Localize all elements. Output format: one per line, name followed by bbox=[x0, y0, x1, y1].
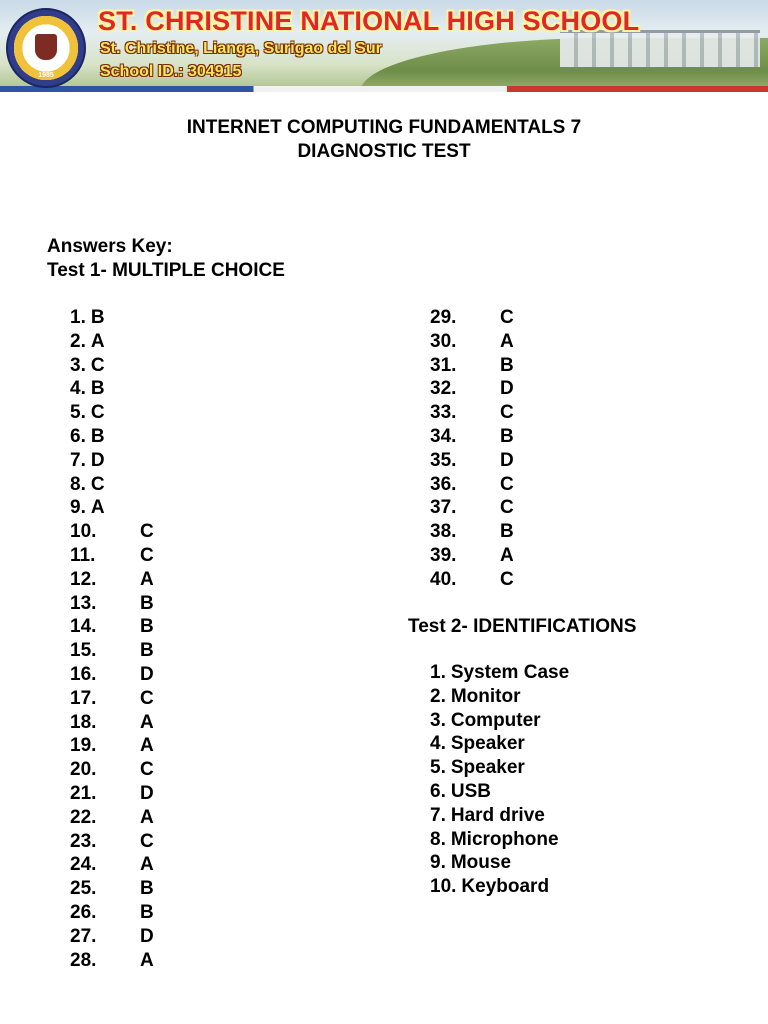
answer-number: 8. bbox=[430, 828, 446, 850]
answer-value: C bbox=[500, 473, 514, 495]
answer-item bbox=[70, 355, 370, 379]
answer-number: 11. bbox=[70, 544, 96, 566]
answer-item bbox=[70, 640, 370, 664]
answer-value: B bbox=[500, 354, 514, 376]
answer-item bbox=[70, 426, 370, 450]
answer-item bbox=[70, 950, 370, 974]
answer-item bbox=[430, 355, 730, 379]
answer-value: D bbox=[500, 449, 514, 471]
answer-value: A bbox=[140, 949, 154, 971]
answer-number: 26. bbox=[70, 901, 97, 923]
answer-item bbox=[430, 450, 730, 474]
answer-value: Monitor bbox=[450, 685, 521, 707]
answer-item bbox=[430, 378, 730, 402]
seal-emblem bbox=[35, 34, 57, 60]
answer-item bbox=[430, 497, 730, 521]
answer-number: 6. bbox=[70, 425, 86, 447]
answer-number: 21. bbox=[70, 782, 97, 804]
answer-number: 19. bbox=[70, 735, 97, 757]
answer-item bbox=[70, 902, 370, 926]
answer-number: 17. bbox=[70, 687, 97, 709]
answer-value: B bbox=[500, 425, 514, 447]
answer-item bbox=[430, 876, 730, 900]
answer-number: 10. bbox=[70, 521, 97, 543]
answer-value: D bbox=[90, 449, 105, 471]
answer-item bbox=[70, 854, 370, 878]
answer-value: Speaker bbox=[450, 733, 525, 755]
answer-number: 6. bbox=[430, 780, 446, 802]
answer-item bbox=[70, 593, 370, 617]
answer-number: 39. bbox=[430, 544, 457, 566]
answer-value: C bbox=[140, 687, 154, 709]
test2-heading: Test 2- IDENTIFICATIONS bbox=[408, 616, 637, 637]
answer-number: 33. bbox=[430, 402, 457, 424]
answer-item bbox=[70, 759, 370, 783]
answer-value: C bbox=[90, 402, 105, 424]
answer-value: C bbox=[90, 473, 105, 495]
answer-number: 31. bbox=[430, 354, 457, 376]
answer-number: 5. bbox=[70, 402, 86, 424]
answer-item bbox=[430, 331, 730, 355]
document-subtitle: DIAGNOSTIC TEST bbox=[297, 141, 471, 162]
answer-item bbox=[70, 807, 370, 831]
answer-item bbox=[430, 569, 730, 593]
answer-number: 16. bbox=[70, 663, 97, 685]
test1-answers-column-2 bbox=[430, 307, 730, 593]
answer-item bbox=[430, 474, 730, 498]
answer-value: Microphone bbox=[450, 828, 559, 850]
answer-value: B bbox=[140, 901, 154, 923]
answer-value: Speaker bbox=[450, 757, 525, 779]
answer-number: 34. bbox=[430, 425, 457, 447]
answer-number: 7. bbox=[430, 804, 446, 826]
answer-item bbox=[70, 831, 370, 855]
answer-value: A bbox=[500, 330, 514, 352]
answer-value: B bbox=[90, 307, 105, 328]
test2-answers-list bbox=[430, 662, 730, 900]
answer-value: System Case bbox=[450, 662, 570, 683]
answer-value: A bbox=[90, 497, 105, 519]
answer-value: C bbox=[500, 497, 514, 519]
answer-number: 24. bbox=[70, 854, 97, 876]
answer-number: 4. bbox=[70, 378, 86, 400]
answer-value: USB bbox=[450, 780, 491, 802]
answer-value: D bbox=[140, 663, 154, 685]
answer-value: A bbox=[140, 735, 154, 757]
answer-item bbox=[430, 757, 730, 781]
answer-item bbox=[430, 402, 730, 426]
school-location: St. Christine, Lianga, Surigao del Sur bbox=[100, 40, 382, 57]
school-id: School ID.: 304915 bbox=[100, 63, 242, 80]
answer-number: 2. bbox=[430, 685, 446, 707]
answer-value: C bbox=[500, 307, 514, 328]
school-seal-icon bbox=[6, 8, 86, 88]
answer-item bbox=[430, 545, 730, 569]
answer-number: 30. bbox=[430, 330, 457, 352]
answer-number: 38. bbox=[430, 521, 457, 543]
answer-item bbox=[70, 569, 370, 593]
answer-item bbox=[70, 616, 370, 640]
answer-number: 4. bbox=[430, 733, 446, 755]
answer-value: C bbox=[90, 354, 105, 376]
answer-item bbox=[70, 497, 370, 521]
answer-value: Hard drive bbox=[450, 804, 545, 826]
answer-value: B bbox=[140, 878, 154, 900]
answer-number: 25. bbox=[70, 878, 97, 900]
answer-number: 9. bbox=[70, 497, 86, 519]
answer-item bbox=[430, 307, 730, 331]
answer-number: 36. bbox=[430, 473, 457, 495]
answer-number: 27. bbox=[70, 925, 97, 947]
answer-item bbox=[70, 450, 370, 474]
answer-number: 14. bbox=[70, 616, 97, 638]
answer-item bbox=[70, 783, 370, 807]
answer-value: C bbox=[500, 402, 514, 424]
answer-number: 10. bbox=[430, 876, 457, 898]
answer-value: C bbox=[140, 830, 154, 852]
answer-number: 8. bbox=[70, 473, 86, 495]
answer-value: B bbox=[140, 616, 154, 638]
answer-number: 32. bbox=[430, 378, 457, 400]
document-title: INTERNET COMPUTING FUNDAMENTALS 7 bbox=[186, 117, 582, 138]
banner-flag-stripe bbox=[0, 86, 768, 92]
answer-item bbox=[70, 331, 370, 355]
answer-value: C bbox=[140, 759, 154, 781]
answer-number: 29. bbox=[430, 307, 457, 328]
answer-value: B bbox=[90, 378, 105, 400]
answer-item bbox=[430, 686, 730, 710]
answer-number: 37. bbox=[430, 497, 457, 519]
answer-value: Computer bbox=[450, 709, 541, 731]
answer-value: A bbox=[140, 806, 154, 828]
answer-value: A bbox=[140, 568, 154, 590]
answer-number: 23. bbox=[70, 830, 97, 852]
answer-value: A bbox=[140, 711, 154, 733]
answer-item bbox=[70, 688, 370, 712]
answer-value: A bbox=[90, 330, 105, 352]
answer-number: 40. bbox=[430, 568, 457, 590]
answer-number: 22. bbox=[70, 806, 97, 828]
answer-value: B bbox=[140, 640, 154, 662]
answer-value: C bbox=[140, 544, 154, 566]
answer-number: 20. bbox=[70, 759, 97, 781]
answer-item bbox=[70, 378, 370, 402]
answer-value: Keyboard bbox=[461, 876, 550, 898]
answer-value: A bbox=[500, 544, 514, 566]
answer-item bbox=[430, 733, 730, 757]
answer-item bbox=[430, 805, 730, 829]
answer-item bbox=[430, 662, 730, 686]
answer-item bbox=[70, 712, 370, 736]
test1-heading: Test 1- MULTIPLE CHOICE bbox=[47, 260, 285, 281]
answer-item bbox=[70, 402, 370, 426]
seal-year: 1985 bbox=[38, 72, 54, 79]
answer-value: C bbox=[500, 568, 514, 590]
answer-number: 15. bbox=[70, 640, 97, 662]
answer-value: Mouse bbox=[450, 852, 512, 874]
answer-number: 12. bbox=[70, 568, 97, 590]
answer-number: 1. bbox=[430, 662, 446, 683]
answer-number: 13. bbox=[70, 592, 97, 614]
answer-item bbox=[430, 521, 730, 545]
answer-number: 1. bbox=[70, 307, 86, 328]
answer-value: B bbox=[500, 521, 514, 543]
answer-value: D bbox=[140, 925, 154, 947]
answer-number: 7. bbox=[70, 449, 86, 471]
answer-number: 2. bbox=[70, 330, 86, 352]
answer-number: 5. bbox=[430, 757, 446, 779]
answer-item bbox=[70, 878, 370, 902]
answer-number: 28. bbox=[70, 949, 97, 971]
answer-item bbox=[70, 474, 370, 498]
answer-item bbox=[430, 426, 730, 450]
answer-number: 18. bbox=[70, 711, 97, 733]
answer-value: D bbox=[500, 378, 514, 400]
answer-number: 3. bbox=[430, 709, 446, 731]
answer-item bbox=[70, 307, 370, 331]
test1-answers-column-1 bbox=[70, 307, 370, 973]
answer-value: D bbox=[140, 782, 154, 804]
answer-value: A bbox=[140, 854, 154, 876]
answer-item bbox=[430, 829, 730, 853]
answer-value: B bbox=[140, 592, 154, 614]
school-name: ST. CHRISTINE NATIONAL HIGH SCHOOL bbox=[98, 6, 640, 36]
answer-number: 35. bbox=[430, 449, 457, 471]
answers-key-label: Answers Key: bbox=[47, 236, 173, 257]
answer-item bbox=[70, 521, 370, 545]
answer-number: 3. bbox=[70, 354, 86, 376]
answer-value: B bbox=[90, 425, 105, 447]
answer-item bbox=[70, 545, 370, 569]
answer-item bbox=[430, 710, 730, 734]
answer-item bbox=[430, 852, 730, 876]
header-banner bbox=[0, 0, 768, 92]
answer-item bbox=[70, 664, 370, 688]
answer-number: 9. bbox=[430, 852, 446, 874]
answer-item bbox=[430, 781, 730, 805]
answer-value: C bbox=[140, 521, 154, 543]
answer-item bbox=[70, 735, 370, 759]
answer-item bbox=[70, 926, 370, 950]
